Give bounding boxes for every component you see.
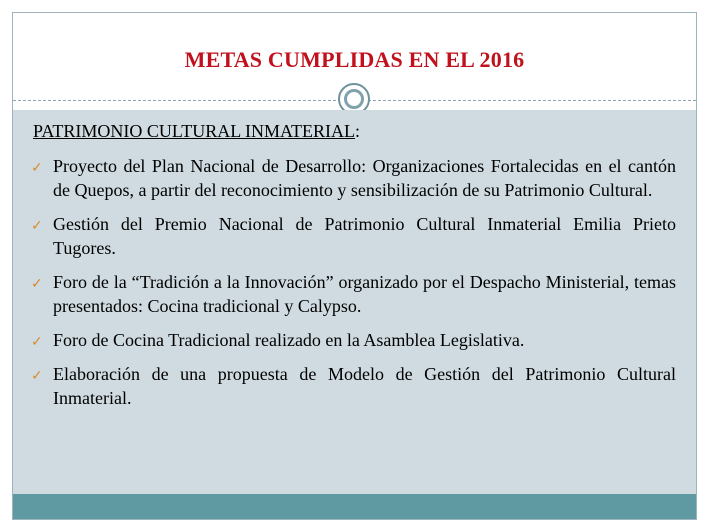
check-icon: ✓ (31, 368, 43, 384)
circle-ornament-inner (344, 89, 364, 109)
section-heading (33, 121, 360, 142)
list-item-text: Proyecto del Plan Nacional de Desarrollo: Organizaciones Fortalecidas en el cantón de Quepos, a partir del reconocimiento y sensibilización de su Patrimonio Cultural. (53, 156, 676, 200)
list-item (31, 270, 676, 318)
section-heading-text: PATRIMONIO CULTURAL INMATERIAL (33, 121, 356, 141)
check-icon: ✓ (31, 160, 43, 176)
list-item-text: Foro de la “Tradición a la Innovación” organizado por el Despacho Ministerial, temas presentados: Cocina tradicional y Calypso. (53, 272, 676, 316)
check-icon: ✓ (31, 276, 43, 292)
slide-title: METAS CUMPLIDAS EN EL 2016 (184, 47, 525, 72)
list-item (31, 328, 676, 352)
slide (12, 12, 697, 520)
check-icon: ✓ (31, 218, 43, 234)
list-item (31, 212, 676, 260)
bullet-list (31, 154, 676, 420)
footer-bar (13, 494, 696, 519)
list-item (31, 362, 676, 410)
list-item-text: Elaboración de una propuesta de Modelo de Gestión del Patrimonio Cultural Inmaterial. (53, 364, 676, 408)
list-item-text: Gestión del Premio Nacional de Patrimonio Cultural Inmaterial Emilia Prieto Tugores. (53, 214, 676, 258)
section-heading-colon: : (355, 121, 361, 141)
content-panel (13, 110, 696, 496)
list-item (31, 154, 676, 202)
check-icon: ✓ (31, 334, 43, 350)
list-item-text: Foro de Cocina Tradicional realizado en la Asamblea Legislativa. (53, 330, 525, 350)
